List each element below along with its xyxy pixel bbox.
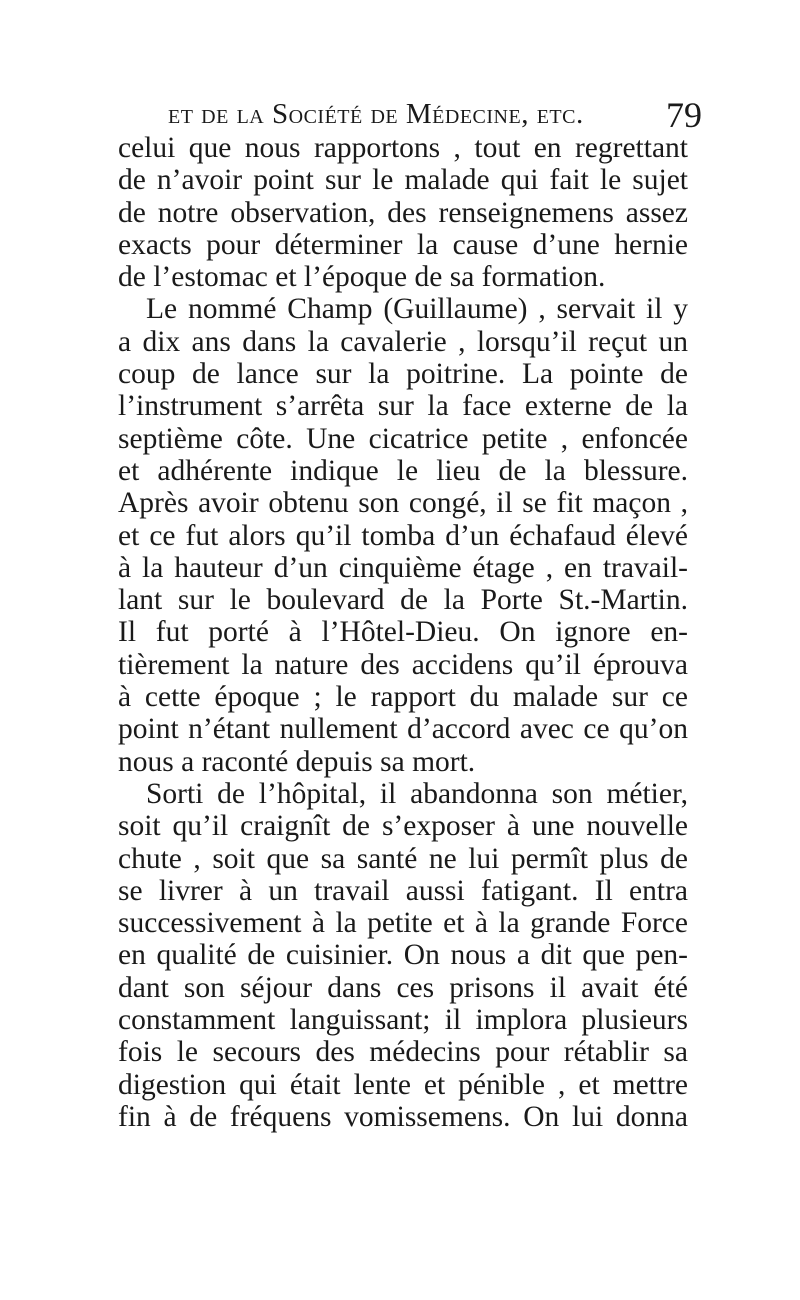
text-line: coup de lance sur la poitrine. La pointe de — [118, 358, 688, 391]
text-line: de l’estomac et l’époque de sa formation. — [118, 261, 606, 294]
text-line: et adhérente indique le lieu de la blessure. — [118, 454, 688, 487]
text-line: tièrement la nature des accidens qu’il éprouva — [118, 648, 688, 681]
text-line: celui que nous rapportons , tout en regrettant — [118, 132, 688, 164]
text-line: digestion qui était lente et pénible , et mettre — [118, 1068, 688, 1101]
text-line: et ce fut alors qu’il tomba d’un échafaud élevé — [118, 519, 688, 552]
text-line: se livrer à un travail aussi fatigant. Il entra — [118, 874, 688, 907]
text-line: fin à de fréquens vomissemens. On lui donna — [118, 1100, 688, 1133]
text-line: exacts pour déterminer la cause d’une hernie — [118, 228, 688, 261]
text-line: fois le secours des médecins pour rétablir sa — [118, 1036, 688, 1069]
paragraph-first-line: Sorti de l’hôpital, il abandonna son métier, — [146, 777, 688, 810]
text-line: en qualité de cuisinier. On nous a dit que pen- — [118, 939, 688, 972]
text-line: soit qu’il craignît de s’exposer à une nouvelle — [118, 810, 688, 843]
paragraph-first-line: Le nommé Champ (Guillaume) , servait il y — [146, 293, 688, 326]
text-line: l’instrument s’arrêta sur la face externe de la — [118, 390, 688, 423]
text-line: de notre observation, des renseignemens assez — [118, 196, 688, 229]
text-line: constamment languissant; il implora plusieurs — [118, 1004, 688, 1037]
text-line: à la hauteur d’un cinquième étage , en travail- — [118, 551, 688, 584]
text-line: point n’étant nullement d’accord avec ce qu’on — [118, 713, 688, 746]
running-head — [118, 92, 708, 134]
text-line: dant son séjour dans ces prisons il avait été — [118, 971, 688, 1004]
text-line: a dix ans dans la cavalerie , lorsqu’il reçut un — [118, 325, 688, 358]
text-line: nous a raconté depuis sa mort. — [118, 745, 476, 778]
text-line: lant sur le boulevard de la Porte St.-Martin. — [118, 584, 688, 617]
text-line: à cette époque ; le rapport du malade sur ce — [118, 681, 688, 714]
text-line: Il fut porté à l’Hôtel-Dieu. On ignore en- — [118, 616, 688, 649]
running-title: et de la Société de Médecine, etc. — [168, 98, 584, 130]
body-text — [118, 132, 688, 1133]
text-line: Après avoir obtenu son congé, il se fit maçon , — [118, 487, 688, 520]
text-line: chute , soit que sa santé ne lui permît plus de — [118, 842, 688, 875]
text-line: successivement à la petite et à la grande Force — [118, 907, 688, 940]
page-number: 79 — [666, 95, 702, 135]
text-line: septième côte. Une cicatrice petite , enfoncée — [118, 422, 688, 455]
text-line: de n’avoir point sur le malade qui fait le sujet — [118, 164, 688, 197]
